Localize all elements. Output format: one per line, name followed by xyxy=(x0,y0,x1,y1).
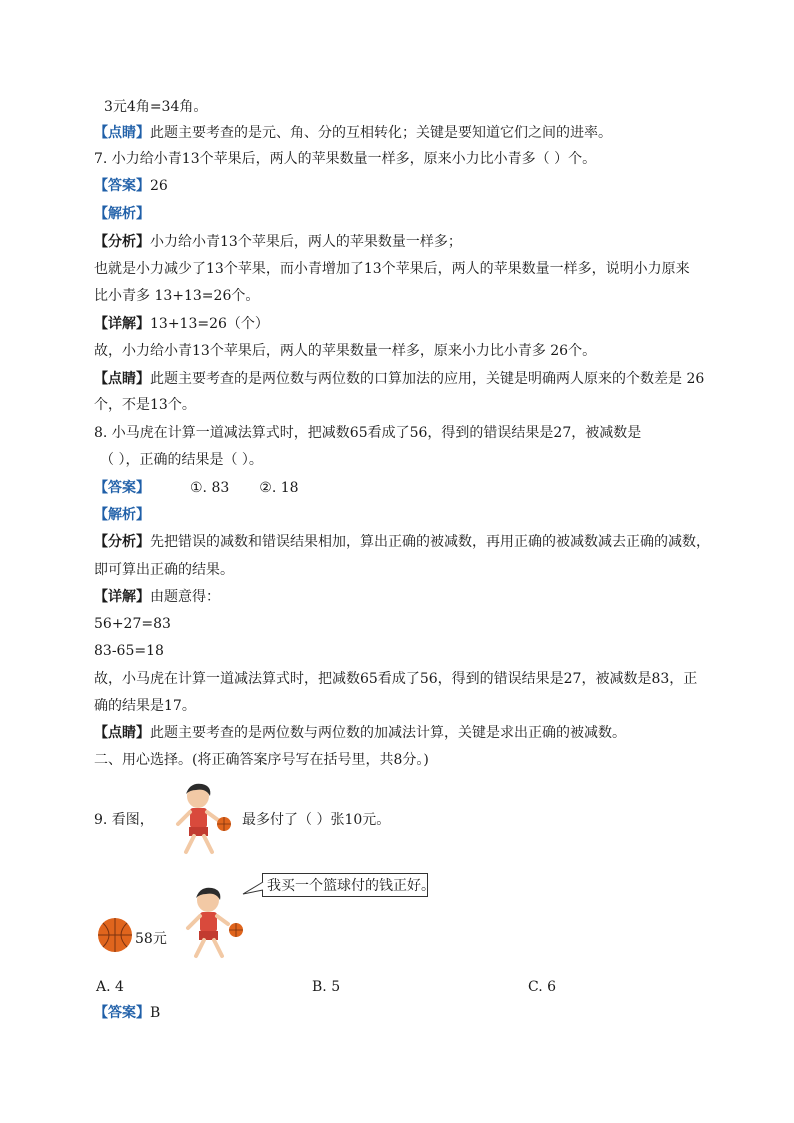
tag-analysis: 【解析】 xyxy=(94,507,150,523)
detail-line-2: 故，小力给小青13个苹果后，两人的苹果数量一样多，原来小力比小青多 26个。 xyxy=(94,343,597,359)
comment-text: 此题主要考查的是两位数与两位数的加减法计算，关键是求出正确的被减数。 xyxy=(150,725,626,741)
basketball-icon xyxy=(96,916,134,954)
answer-2: ②. 18 xyxy=(259,480,299,496)
question-8: 8. 小马虎在计算一道减法算式时，把减数65看成了56，得到的错误结果是27，被减数是 xyxy=(94,425,642,441)
question-8-blanks: （ ），正确的结果是（ ）。 xyxy=(100,452,263,468)
section-2-heading: 二、用心选择。(将正确答案序号写在括号里，共8分。) xyxy=(94,752,429,768)
tag-analysis: 【解析】 xyxy=(94,206,150,222)
detail-line xyxy=(94,586,220,608)
analysis-text: 先把错误的减数和错误结果相加，算出正确的被减数，再用正确的被减数减去正确的减数， xyxy=(150,534,710,550)
tag-dianjing: 【点睛】 xyxy=(94,125,150,141)
detail-text: 13+13=26（个） xyxy=(150,316,269,332)
option-b: B. 5 xyxy=(312,979,341,995)
analysis-line-2: 即可算出正确的结果。 xyxy=(94,562,234,578)
detail-text: 由题意得： xyxy=(150,589,220,605)
tag-xiangjie: 【详解】 xyxy=(94,589,150,605)
analysis-line-2: 也就是小力减少了13个苹果，而小青增加了13个苹果后，两人的苹果数量一样多，说明小力原来 xyxy=(94,261,690,277)
tag-answer: 【答案】 xyxy=(94,480,150,496)
question-9-end: 最多付了（ ）张10元。 xyxy=(242,812,391,828)
answer-text: B xyxy=(150,1005,161,1021)
comment-text: 此题主要考查的是元、角、分的互相转化；关键是要知道它们之间的进率。 xyxy=(150,125,612,141)
price-label: 58元 xyxy=(135,931,167,947)
tag-answer: 【答案】 xyxy=(94,1005,150,1021)
analysis-line-3: 比小青多 13+13=26个。 xyxy=(94,288,260,304)
comment-line xyxy=(94,368,704,390)
comment-line xyxy=(94,722,626,744)
tag-fenxi: 【分析】 xyxy=(94,534,150,550)
option-c: C. 6 xyxy=(528,979,557,995)
option-a: A. 4 xyxy=(96,979,124,995)
text-line: 3元4角=34角。 xyxy=(104,99,208,115)
tag-xiangjie: 【详解】 xyxy=(94,316,150,332)
question-7: 7. 小力给小青13个苹果后，两人的苹果数量一样多，原来小力比小青多（ ）个。 xyxy=(94,151,597,167)
answer-line xyxy=(94,477,299,499)
analysis-line xyxy=(94,531,710,553)
analysis-line xyxy=(94,231,462,253)
calc-line-2: 83-65=18 xyxy=(94,643,164,659)
comment-text: 此题主要考查的是两位数与两位数的口算加法的应用，关键是明确两人原来的个数差是 26 xyxy=(150,371,705,387)
calc-line-1: 56+27=83 xyxy=(94,616,171,632)
comment-line-2: 个，不是13个。 xyxy=(94,397,196,413)
conclusion-line-2: 确的结果是17。 xyxy=(94,698,196,714)
answer-line xyxy=(94,175,168,197)
conclusion-line: 故，小马虎在计算一道减法算式时，把减数65看成了56，得到的错误结果是27，被减数是83，正 xyxy=(94,671,698,687)
boy-basketball-icon xyxy=(166,780,236,860)
analysis-text: 小力给小青13个苹果后，两人的苹果数量一样多； xyxy=(150,234,462,250)
tag-fenxi: 【分析】 xyxy=(94,234,150,250)
tag-dianjing: 【点睛】 xyxy=(94,725,150,741)
answer-text: 26 xyxy=(150,178,168,194)
speech-bubble: 我买一个篮球付的钱正好。 xyxy=(262,873,428,897)
answer-line xyxy=(94,1002,160,1024)
comment-line xyxy=(94,122,612,144)
boy-basketball-icon xyxy=(176,884,246,964)
detail-line xyxy=(94,313,269,335)
answer-1: ①. 83 xyxy=(190,480,230,496)
question-9-start: 9. 看图， xyxy=(94,812,154,828)
tag-dianjing: 【点睛】 xyxy=(94,371,150,387)
tag-answer: 【答案】 xyxy=(94,178,150,194)
